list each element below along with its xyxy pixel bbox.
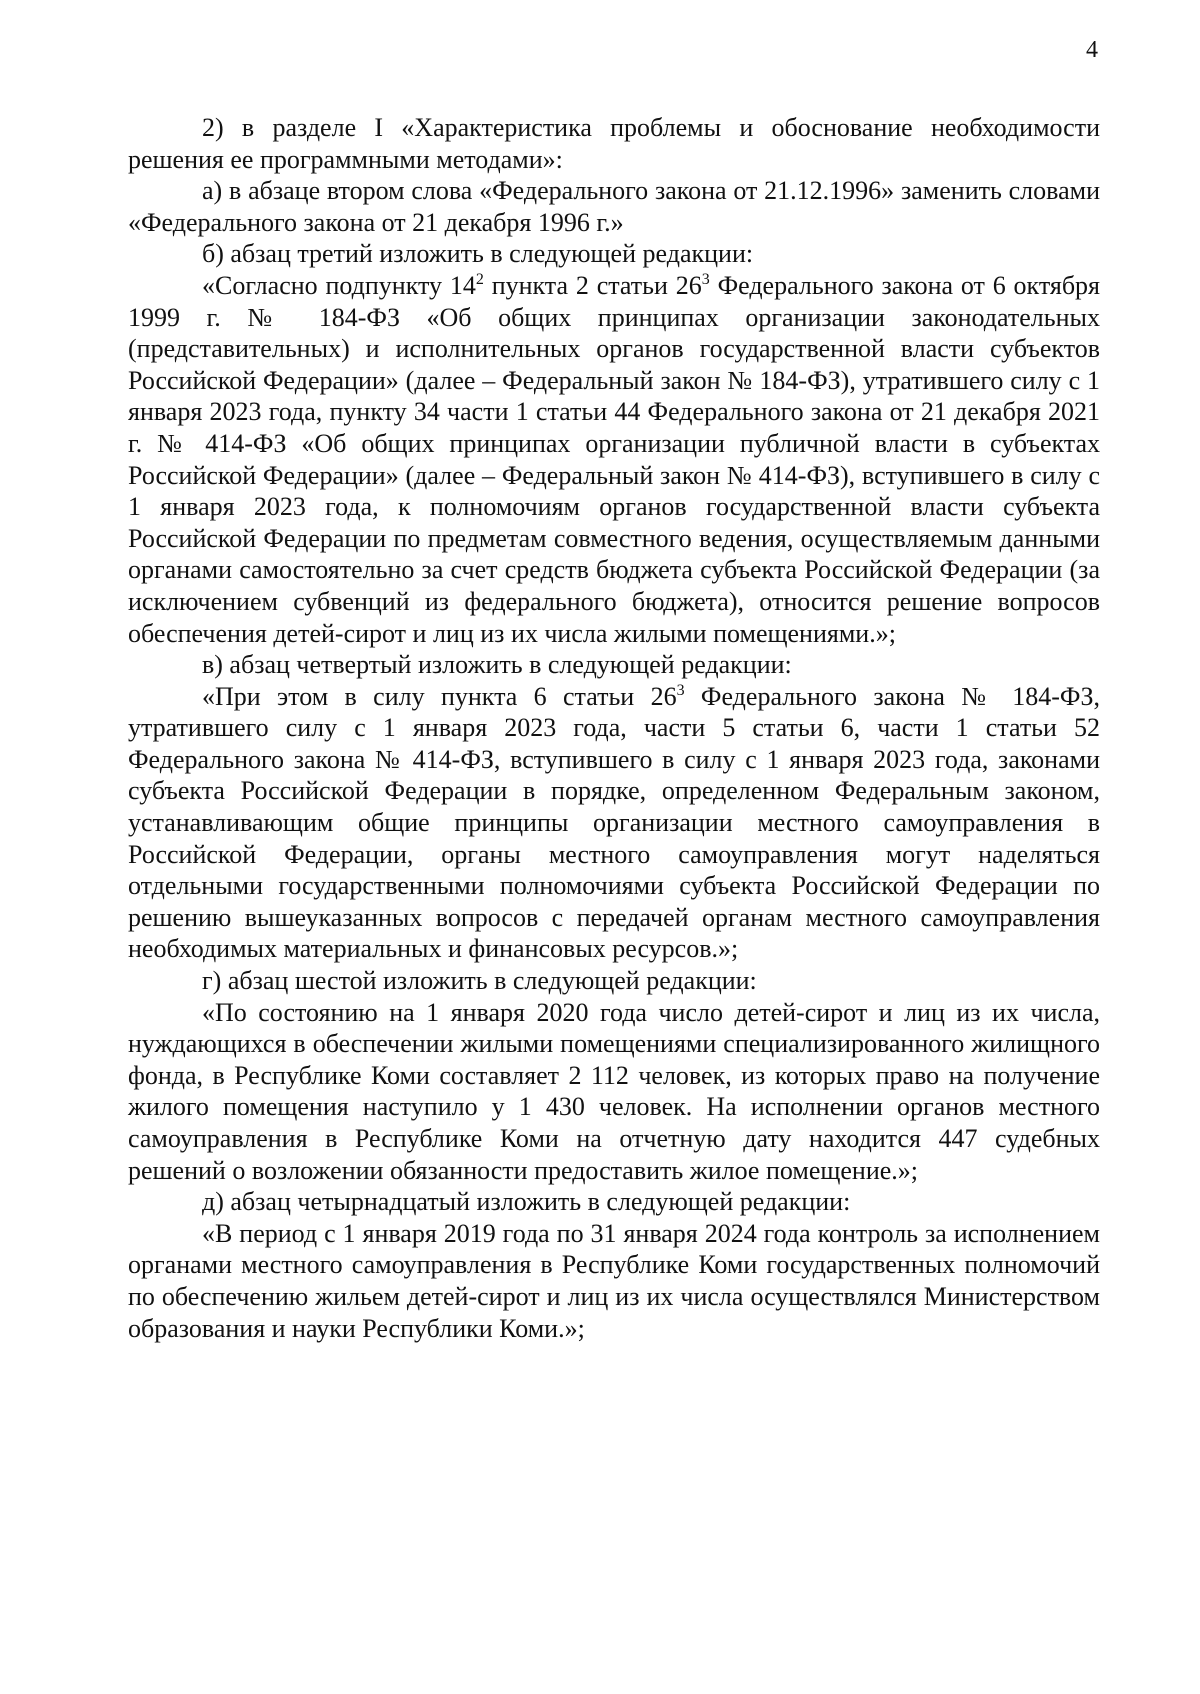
paragraph-item-d: д) абзац четырнадцатый изложить в следующей редакции:: [202, 1187, 851, 1217]
text-run: пункта 2 статьи 26: [483, 270, 702, 300]
paragraph-quote-item-g: «По состоянию на 1 января 2020 года число детей-сирот и лиц из их числа, нуждающихся в обеспечении жилыми помещениями специализированного жилищного фонда, в Республике Коми составляет 2 112 человек, из которых право на получение жилого помещения наступило у 1 430 человек. На исполнении органов местного самоуправления в Республике Коми на отчетную дату находится 447 судебных решений о возложении обязанности предоставить жилое помещение.»;: [128, 997, 1100, 1185]
paragraph-section-heading: 2) в разделе I «Характеристика проблемы и обоснование необходимости решения ее программными методами»:: [128, 113, 1100, 174]
text-run: «При этом в силу пункта 6 статьи 26: [202, 681, 677, 711]
superscript: 2: [475, 270, 484, 288]
text-run: Федерального закона № 184-ФЗ, утратившего силу с 1 января 2023 года, части 5 статьи 6, части 1 статьи 52 Федерального закона № 414-ФЗ, вступившего в силу с 1 января 2023 года, законами субъекта Российской Федерации в порядке, определенном Федеральным законом, устанавливающим общие принципы организации местного самоуправления в Российской Федерации, органы местного самоуправления могут наделяться отдельными государственными полномочиями субъекта Российской Федерации по решению вышеуказанных вопросов с передачей органам местного самоуправления необходимых материальных и финансовых ресурсов.»;: [128, 681, 1100, 964]
document-body: [128, 112, 1100, 1344]
paragraph-item-a: а) в абзаце втором слова «Федерального закона от 21.12.1996» заменить словами «Федерального закона от 21 декабря 1996 г.»: [128, 176, 1100, 237]
paragraph-item-v: в) абзац четвертый изложить в следующей редакции:: [202, 650, 792, 680]
paragraph-quote-item-b: [128, 270, 1100, 649]
superscript: 3: [701, 270, 710, 288]
page-number: 4: [1086, 37, 1098, 63]
superscript: 3: [676, 681, 685, 699]
text-run: Федерального закона от 6 октября 1999 г. № 184-ФЗ «Об общих принципах организации законодательных (представительных) и исполнительных органов государственной власти субъектов Российской Федерации» (далее – Федеральный закон № 184-ФЗ), утратившего силу с 1 января 2023 года, пункту 34 части 1 статьи 44 Федерального закона от 21 декабря 2021 г. № 414-ФЗ «Об общих принципах организации публичной власти в субъектах Российской Федерации» (далее – Федеральный закон № 414-ФЗ), вступившего в силу с 1 января 2023 года, к полномочиям органов государственной власти субъекта Российской Федерации по предметам совместного ведения, осуществляемым данными органами самостоятельно за счет средств бюджета субъекта Российской Федерации (за исключением субвенций из федерального бюджета), относится решение вопросов обеспечения детей-сирот и лиц из их числа жилыми помещениями.»;: [128, 270, 1101, 648]
paragraph-quote-item-d: «В период с 1 января 2019 года по 31 января 2024 года контроль за исполнением органами местного самоуправления в Республике Коми государственных полномочий по обеспечению жильем детей-сирот и лиц из их числа осуществлялся Министерством образования и науки Республики Коми.»;: [128, 1218, 1100, 1343]
paragraph-quote-item-v: [128, 681, 1100, 965]
paragraph-item-b: б) абзац третий изложить в следующей редакции:: [202, 239, 754, 269]
paragraph-item-g: г) абзац шестой изложить в следующей редакции:: [202, 966, 757, 996]
text-run: «Согласно подпункту 14: [202, 270, 476, 300]
